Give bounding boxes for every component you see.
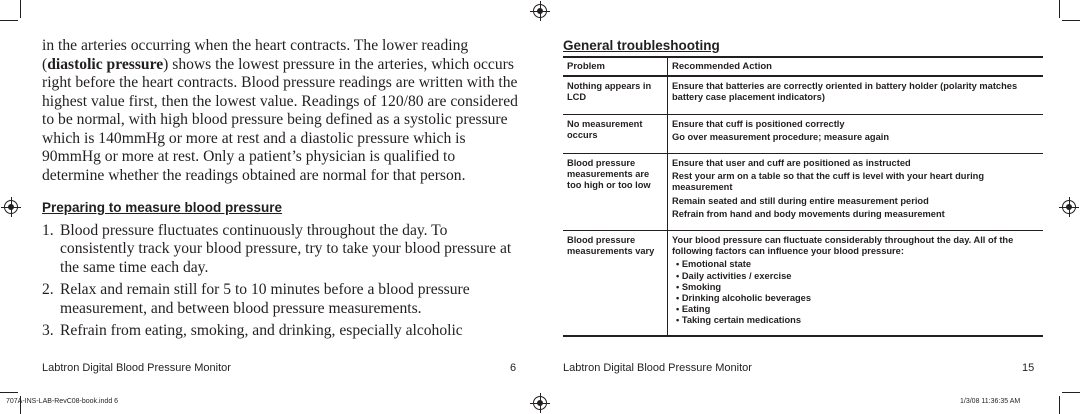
left-page-body bbox=[42, 37, 520, 345]
right-footer: Labtron Digital Blood Pressure Monitor bbox=[563, 362, 752, 374]
registration-mark-icon bbox=[533, 396, 547, 410]
left-footer: Labtron Digital Blood Pressure Monitor bbox=[42, 362, 231, 374]
crop-mark bbox=[1062, 20, 1080, 21]
action-text: Remain seated and still during entire measurement period bbox=[672, 195, 929, 206]
crop-mark bbox=[1059, 396, 1060, 414]
bullet-item: • Eating bbox=[676, 304, 711, 315]
problem-cell: Blood pressure measurements are too high or too low bbox=[563, 154, 668, 231]
registration-mark-icon bbox=[533, 4, 547, 18]
table-row bbox=[563, 154, 1043, 231]
table-row bbox=[563, 231, 1043, 336]
crop-mark bbox=[20, 0, 21, 18]
crop-mark bbox=[1062, 392, 1080, 393]
registration-mark-icon bbox=[1062, 200, 1076, 214]
list-item: 2. Relax and remain still for 5 to 10 minutes before a blood pressure measurement, and between blood pressure measurements. bbox=[42, 281, 470, 317]
action-text: Ensure that user and cuff are positioned as instructed bbox=[672, 158, 911, 169]
right-page-number: 15 bbox=[1022, 362, 1035, 374]
list-item: 1. Blood pressure fluctuates continuously throughout the day. To consistently track your blood pressure, try to take your blood pressure at the same time each day. bbox=[42, 221, 512, 276]
steps-list bbox=[42, 222, 520, 341]
crop-mark bbox=[1059, 0, 1060, 18]
table-row bbox=[563, 114, 1043, 153]
action-text: Refrain from hand and body movements during measurement bbox=[672, 208, 945, 219]
troubleshooting-heading: General troubleshooting bbox=[563, 38, 720, 53]
left-page-number: 6 bbox=[510, 362, 517, 374]
registration-mark-icon bbox=[4, 200, 18, 214]
left-slug: 707A-INS-LAB-RevC08-book.indd 6 bbox=[6, 398, 119, 405]
problem-cell: Nothing appears in LCD bbox=[563, 76, 668, 114]
section-heading: Preparing to measure blood pressure bbox=[42, 200, 283, 215]
problem-cell: Blood pressure measurements vary bbox=[563, 231, 668, 336]
action-cell bbox=[668, 76, 1044, 114]
bullet-item: • Smoking bbox=[676, 281, 722, 292]
troubleshooting-table bbox=[563, 56, 1043, 337]
problem-cell: No measurement occurs bbox=[563, 114, 668, 153]
crop-mark bbox=[0, 20, 18, 21]
intro-paragraph: in the arteries occurring when the heart contracts. The lower reading (diastolic pressure) shows the lowest pressure in the arteries, which occurs right before the heart contracts. Blood pressure readings are written with the highest value first, then the lowest value. Readings of 120/80 are considered to be normal, with high blood pressure being defined as a systolic pressure which is 140mmHg or more at rest and a diastolic pressure which is 90mmHg or more at rest. Only a patient’s physician is qualified to determine whether the readings obtained are normal for that person. bbox=[42, 37, 518, 184]
list-item: 3. Refrain from eating, smoking, and drinking, especially alcoholic bbox=[42, 322, 463, 339]
diastolic-term: diastolic pressure bbox=[47, 55, 164, 73]
action-cell bbox=[668, 154, 1044, 231]
crop-mark bbox=[0, 392, 18, 393]
action-cell bbox=[668, 114, 1044, 153]
action-text: Go over measurement procedure; measure again bbox=[672, 131, 890, 142]
action-text: Rest your arm on a table so that the cuff is level with your heart during measurement bbox=[672, 171, 985, 193]
action-cell bbox=[668, 231, 1044, 336]
action-text: Your blood pressure can fluctuate considerably throughout the day. All of the following factors can influence your blood pressure: bbox=[672, 235, 1014, 257]
column-header-action: Recommended Action bbox=[668, 57, 1044, 76]
action-text: Ensure that batteries are correctly oriented in battery holder (polarity matches battery case placement indicators) bbox=[672, 81, 1018, 103]
bullet-item: • Daily activities / exercise bbox=[676, 270, 792, 281]
bullet-item: • Emotional state bbox=[676, 259, 752, 270]
table-row bbox=[563, 76, 1043, 114]
right-slug: 1/3/08 11:36:35 AM bbox=[960, 398, 1021, 405]
action-text: Ensure that cuff is positioned correctly bbox=[672, 118, 845, 129]
bullet-item: • Drinking alcoholic beverages bbox=[676, 293, 812, 304]
column-header-problem: Problem bbox=[563, 57, 668, 76]
bullet-item: • Taking certain medications bbox=[676, 315, 802, 326]
